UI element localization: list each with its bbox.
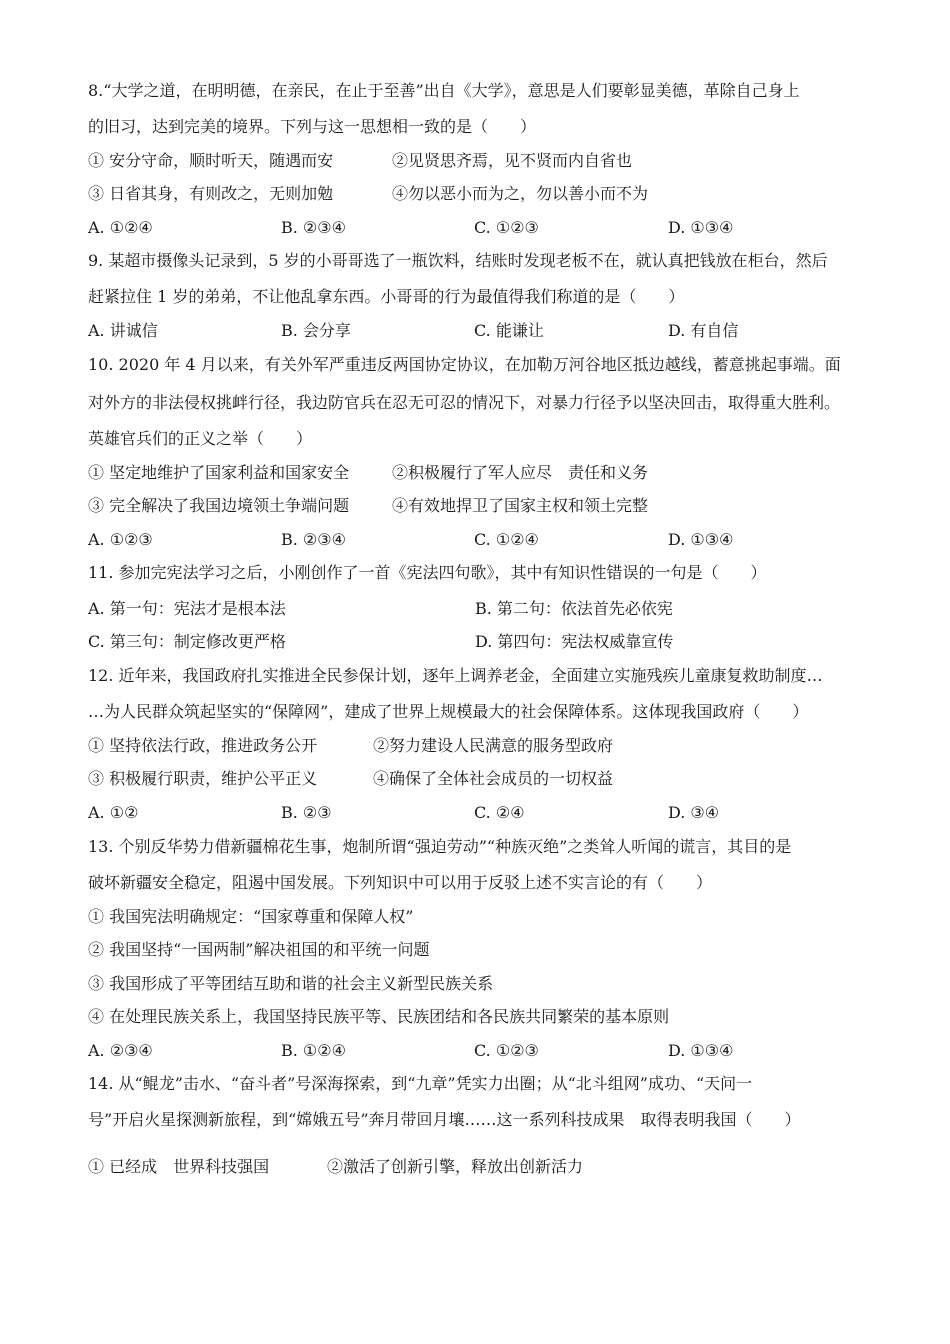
q8-option-d[interactable]: D. ①③④ [668, 218, 734, 237]
q14-stem-line2: 号”开启火星探测新旅程，到“嫦娥五号”奔月带回月壤……这一系列科技成果 取得表明我国（ ） [88, 1110, 801, 1129]
q11-stem-line1: 11. 参加完宪法学习之后，小刚创作了一首《宪法四句歌》，其中有知识性错误的一句是（ ） [88, 563, 767, 582]
q10-statement-1: ① 坚定地维护了国家利益和国家安全 [88, 463, 350, 482]
q10-statement-4: ④有效地捍卫了国家主权和领土完整 [392, 496, 649, 515]
q13-option-d[interactable]: D. ①③④ [668, 1041, 734, 1060]
q12-stem-line1: 12. 近年来，我国政府扎实推进全民参保计划，逐年上调养老金，全面建立实施残疾儿童康复救助制度… [88, 666, 823, 685]
q12-option-d[interactable]: D. ③④ [668, 803, 720, 822]
q8-stem-line1: 8.“大学之道，在明明德，在亲民，在止于至善”出自《大学》，意思是人们要彰显美德，革除自己身上 [88, 81, 800, 100]
q12-statement-1: ① 坚持依法行政，推进政务公开 [88, 736, 318, 755]
q12-stem-line2: …为人民群众筑起坚实的“保障网”，建成了世界上规模最大的社会保障体系。这体现我国政府（ ） [88, 702, 809, 721]
q10-option-a[interactable]: A. ①②③ [88, 530, 153, 549]
q8-statement-4: ④勿以恶小而为之，勿以善小而不为 [392, 184, 649, 203]
q12-option-b[interactable]: B. ②③ [281, 803, 332, 822]
q14-statement-2: ②激活了创新引擎，释放出创新活力 [327, 1157, 584, 1176]
q8-option-c[interactable]: C. ①②③ [474, 218, 539, 237]
q11-option-d[interactable]: D. 第四句：宪法权威靠宣传 [475, 632, 674, 651]
q14-statement-1: ① 已经成 世界科技强国 [88, 1157, 270, 1176]
q8-statement-1: ① 安分守命，顺时听天，随遇而安 [88, 151, 334, 170]
q14-stem-line1: 14. 从“鲲龙”击水、“奋斗者”号深海探索，到“九章”凭实力出圈；从“北斗组网”成功、“天问一 [88, 1074, 753, 1093]
q12-option-c[interactable]: C. ②④ [474, 803, 525, 822]
q11-option-a[interactable]: A. 第一句：宪法才是根本法 [88, 599, 286, 618]
q12-statement-3: ③ 积极履行职责，维护公平正义 [88, 769, 318, 788]
q10-option-d[interactable]: D. ①③④ [668, 530, 734, 549]
q13-statement-1: ① 我国宪法明确规定：“国家尊重和保障人权” [88, 907, 414, 926]
q9-stem-line1: 9. 某超市摄像头记录到，5 岁的小哥哥选了一瓶饮料，结账时发现老板不在，就认真把钱放在柜台，然后 [88, 251, 828, 270]
q8-option-a[interactable]: A. ①②④ [88, 218, 153, 237]
q9-option-c[interactable]: C. 能谦让 [474, 321, 544, 340]
q12-option-a[interactable]: A. ①② [88, 803, 139, 822]
q9-option-b[interactable]: B. 会分享 [281, 321, 351, 340]
q13-statement-2: ② 我国坚持“一国两制”解决祖国的和平统一问题 [88, 940, 430, 959]
q10-statement-2: ②积极履行了军人应尽 责任和义务 [392, 463, 649, 482]
q8-statement-2: ②见贤思齐焉，见不贤而内自省也 [392, 151, 633, 170]
q9-stem-line2: 赶紧拉住 1 岁的弟弟，不让他乱拿东西。小哥哥的行为最值得我们称道的是（ ） [88, 287, 685, 306]
q8-stem-line2: 的旧习，达到完美的境界。下列与这一思想相一致的是（ ） [88, 117, 537, 136]
q11-option-b[interactable]: B. 第二句：依法首先必依宪 [475, 599, 673, 618]
q9-option-d[interactable]: D. 有自信 [668, 321, 739, 340]
q13-stem-line2: 破坏新疆安全稳定，阻遏中国发展。下列知识中可以用于反驳上述不实言论的有（ ） [88, 873, 713, 892]
q13-option-b[interactable]: B. ①②④ [281, 1041, 346, 1060]
q8-option-b[interactable]: B. ②③④ [281, 218, 346, 237]
q13-statement-3: ③ 我国形成了平等团结互助和谐的社会主义新型民族关系 [88, 974, 494, 993]
q8-statement-3: ③ 日省其身，有则改之，无则加勉 [88, 184, 334, 203]
q12-statement-4: ④确保了全体社会成员的一切权益 [373, 769, 614, 788]
q10-option-b[interactable]: B. ②③④ [281, 530, 346, 549]
q9-option-a[interactable]: A. 讲诚信 [88, 321, 158, 340]
q10-statement-3: ③ 完全解决了我国边境领土争端问题 [88, 496, 350, 515]
q12-statement-2: ②努力建设人民满意的服务型政府 [373, 736, 614, 755]
q10-stem-line3: 英雄官兵们的正义之举（ ） [88, 429, 313, 448]
q10-option-c[interactable]: C. ①②④ [474, 530, 539, 549]
q13-option-c[interactable]: C. ①②③ [474, 1041, 539, 1060]
q13-stem-line1: 13. 个别反华势力借新疆棉花生事，炮制所谓“强迫劳动”“种族灭绝”之类耸人听闻的谎言，其目的是 [88, 837, 792, 856]
q13-option-a[interactable]: A. ②③④ [88, 1041, 153, 1060]
q10-stem-line2: 对外方的非法侵权挑衅行径，我边防官兵在忍无可忍的情况下，对暴力行径予以坚决回击，取得重大胜利。 [88, 393, 841, 412]
q11-option-c[interactable]: C. 第三句：制定修改更严格 [88, 632, 286, 651]
q10-stem-line1: 10. 2020 年 4 月以来，有关外军严重违反两国协定协议，在加勒万河谷地区抵边越线，蓄意挑起事端。面 [88, 355, 841, 374]
q13-statement-4: ④ 在处理民族关系上，我国坚持民族平等、民族团结和各民族共同繁荣的基本原则 [88, 1007, 670, 1026]
